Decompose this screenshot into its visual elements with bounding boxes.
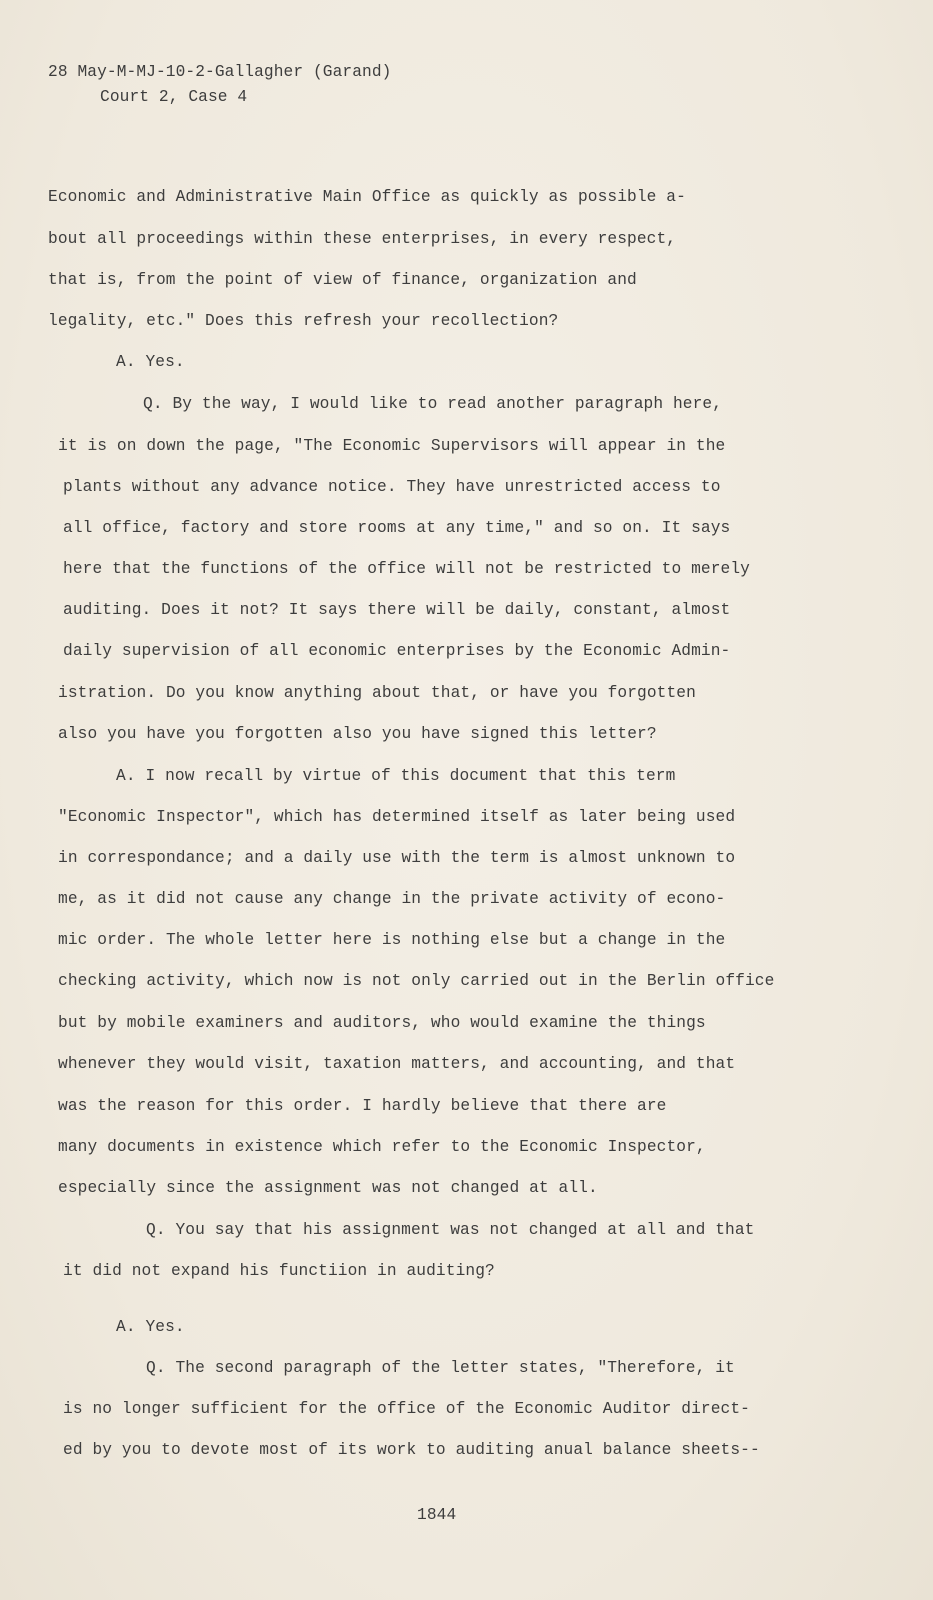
page-number: 1844 (417, 1506, 457, 1524)
body-line: many documents in existence which refer to the Economic Inspector, (58, 1138, 706, 1156)
body-line: also you have you forgotten also you have signed this letter? (58, 725, 657, 743)
body-line: istration. Do you know anything about that, or have you forgotten (58, 684, 696, 702)
body-line: Q. The second paragraph of the letter states, "Therefore, it (146, 1359, 735, 1377)
body-line: all office, factory and store rooms at any time," and so on. It says (63, 519, 731, 537)
body-line: Q. By the way, I would like to read another paragraph here, (143, 395, 723, 413)
document-header-line-1: 28 May-M-MJ-10-2-Gallagher (Garand) (48, 63, 392, 81)
body-line: Economic and Administrative Main Office as quickly as possible a- (48, 188, 686, 206)
body-line: is no longer sufficient for the office of the Economic Auditor direct- (63, 1400, 750, 1418)
body-line: it did not expand his functiion in auditing? (63, 1262, 495, 1280)
body-line: was the reason for this order. I hardly believe that there are (58, 1097, 667, 1115)
body-line: but by mobile examiners and auditors, who would examine the things (58, 1014, 706, 1032)
body-line: Q. You say that his assignment was not changed at all and that (146, 1221, 755, 1239)
body-line: ed by you to devote most of its work to auditing anual balance sheets-- (63, 1441, 760, 1459)
body-line: especially since the assignment was not changed at all. (58, 1179, 598, 1197)
body-line: A. Yes. (116, 353, 185, 371)
body-line: bout all proceedings within these enterprises, in every respect, (48, 230, 677, 248)
body-line: me, as it did not cause any change in the private activity of econo- (58, 890, 726, 908)
body-line: auditing. Does it not? It says there will be daily, constant, almost (63, 601, 731, 619)
body-line: mic order. The whole letter here is nothing else but a change in the (58, 931, 726, 949)
body-line: plants without any advance notice. They have unrestricted access to (63, 478, 721, 496)
document-header-line-2: Court 2, Case 4 (100, 88, 248, 106)
body-line: checking activity, which now is not only carried out in the Berlin office (58, 972, 775, 990)
body-line: in correspondance; and a daily use with the term is almost unknown to (58, 849, 736, 867)
body-line: legality, etc." Does this refresh your recollection? (48, 312, 559, 330)
body-line: here that the functions of the office will not be restricted to merely (63, 560, 750, 578)
body-line: it is on down the page, "The Economic Supervisors will appear in the (58, 437, 726, 455)
body-line: A. I now recall by virtue of this document that this term (116, 767, 676, 785)
body-line: that is, from the point of view of finance, organization and (48, 271, 637, 289)
body-line: "Economic Inspector", which has determined itself as later being used (58, 808, 736, 826)
body-line: A. Yes. (116, 1318, 185, 1336)
body-line: whenever they would visit, taxation matters, and accounting, and that (58, 1055, 736, 1073)
body-line: daily supervision of all economic enterprises by the Economic Admin- (63, 642, 731, 660)
